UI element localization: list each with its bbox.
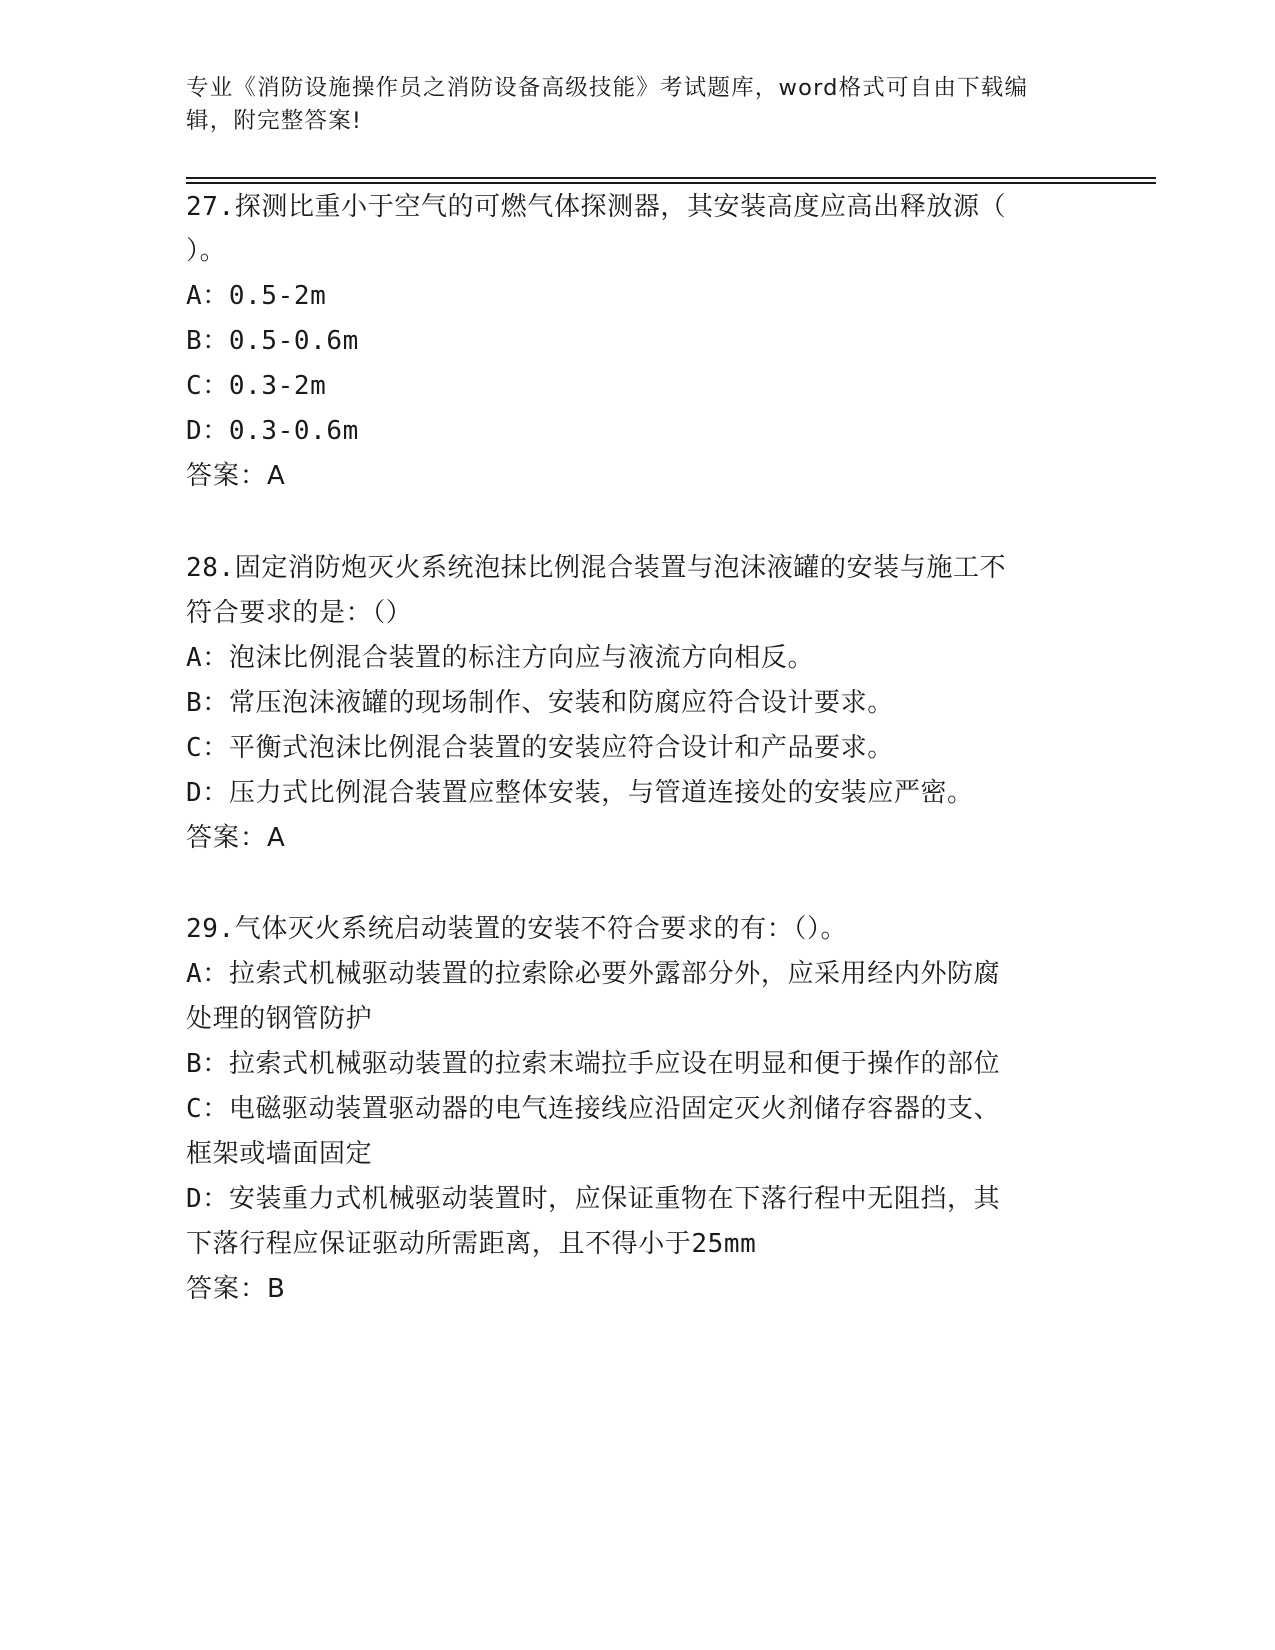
question-27-option-b: B：0.5-0.6m xyxy=(186,326,359,356)
question-29-answer: 答案：B xyxy=(186,1274,286,1304)
question-27-option-d: D：0.3-0.6m xyxy=(186,416,359,446)
question-27-answer: 答案：A xyxy=(186,461,286,491)
question-27-option-a: A：0.5-2m xyxy=(186,281,327,311)
document-header xyxy=(186,72,1066,138)
question-28-option-b: B：常压泡沫液罐的现场制作、安装和防腐应符合设计要求。 xyxy=(186,688,894,718)
question-29-option-c-line-1: C：电磁驱动装置驱动器的电气连接线应沿固定灭火剂储存容器的支、 xyxy=(186,1094,1001,1124)
question-29-stem: 29.气体灭火系统启动装置的安装不符合要求的有：（）。 xyxy=(186,914,848,944)
question-29-option-c-line-2: 框架或墙面固定 xyxy=(186,1139,373,1169)
question-28-option-c: C：平衡式泡沫比例混合装置的安装应符合设计和产品要求。 xyxy=(186,733,894,763)
question-28-stem-line-1: 28.固定消防炮灭火系统泡抹比例混合装置与泡沫液罐的安装与施工不 xyxy=(186,553,1007,583)
question-28-option-d: D：压力式比例混合装置应整体安装，与管道连接处的安装应严密。 xyxy=(186,778,974,808)
question-29-option-b: B：拉索式机械驱动装置的拉索末端拉手应设在明显和便于操作的部位 xyxy=(186,1049,1001,1079)
question-29-option-d-line-2: 下落行程应保证驱动所需距离，且不得小于25mm xyxy=(186,1229,757,1259)
header-divider-top xyxy=(186,177,1156,179)
header-divider-bottom xyxy=(186,182,1156,184)
question-29-option-a-line-1: A：拉索式机械驱动装置的拉索除必要外露部分外，应采用经内外防腐 xyxy=(186,959,1001,989)
question-29-option-d-line-1: D：安装重力式机械驱动装置时，应保证重物在下落行程中无阻挡，其 xyxy=(186,1184,1001,1214)
question-28-option-a: A：泡沫比例混合装置的标注方向应与液流方向相反。 xyxy=(186,643,815,673)
question-27-stem-line-1: 27.探测比重小于空气的可燃气体探测器，其安装高度应高出释放源（ xyxy=(186,192,1007,222)
question-29-option-a-line-2: 处理的钢管防护 xyxy=(186,1004,373,1034)
question-27-stem-line-2: ）。 xyxy=(186,236,227,266)
question-27-option-c: C：0.3-2m xyxy=(186,371,327,401)
question-28-answer: 答案：A xyxy=(186,823,286,853)
question-28-stem-line-2: 符合要求的是：（） xyxy=(186,598,413,628)
header-line-1: 专业《消防设施操作员之消防设备高级技能》考试题库，word格式可自由下载编 xyxy=(186,75,1029,101)
header-line-2: 辑，附完整答案! xyxy=(186,108,363,134)
